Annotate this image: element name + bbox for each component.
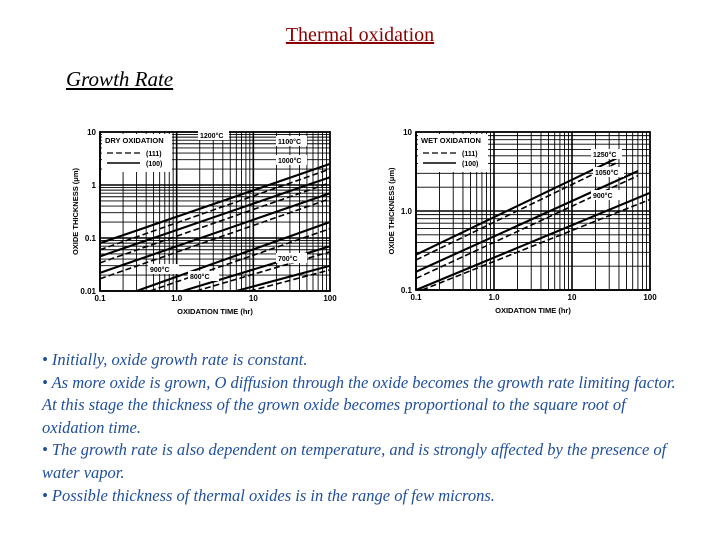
legend-entry: (111) xyxy=(462,151,478,158)
y-tick-label: 10 xyxy=(403,128,412,137)
temperature-label: 900°C xyxy=(150,267,170,274)
legend-entry: (100) xyxy=(462,161,479,168)
slide-title: Thermal oxidation xyxy=(285,24,435,46)
series-line xyxy=(416,171,638,272)
series-line xyxy=(422,199,650,290)
y-tick-label: 0.1 xyxy=(84,234,96,243)
series-line xyxy=(416,193,650,290)
legend-title: DRY OXIDATION xyxy=(105,136,164,145)
y-tick-label: 10 xyxy=(87,128,96,137)
temperature-label: 800°C xyxy=(190,274,210,281)
x-tick-label: 1.0 xyxy=(171,294,183,303)
bullet-list xyxy=(42,349,692,507)
x-tick-label: 10 xyxy=(567,293,577,302)
temperature-label: 900°C xyxy=(593,193,613,200)
y-axis-title: OXIDE THICKNESS (μm) xyxy=(71,167,80,256)
x-tick-label: 100 xyxy=(323,294,337,303)
x-tick-label: 0.1 xyxy=(94,294,106,303)
legend-entry: (111) xyxy=(146,151,162,158)
x-tick-label: 100 xyxy=(643,293,657,302)
temperature-label: 1050°C xyxy=(595,170,619,177)
temperature-label: 1100°C xyxy=(278,139,302,146)
y-tick-label: 0.01 xyxy=(80,287,96,296)
series-line xyxy=(100,177,330,256)
x-axis-title: OXIDATION TIME (hr) xyxy=(495,306,571,315)
bullet-item: • As more oxide is grown, O diffusion through the oxide becomes the growth rate limiting factor. At this stage the thickness of the grown oxide becomes proportional to the square root of oxidation time. xyxy=(42,372,676,437)
y-tick-label: 0.1 xyxy=(400,286,412,295)
bullet-item: • Initially, oxide growth rate is constant. xyxy=(42,350,308,369)
bullet-item: • Possible thickness of thermal oxides is in the range of few microns. xyxy=(42,485,495,505)
legend-title: WET OXIDATION xyxy=(421,136,481,145)
x-tick-label: 10 xyxy=(248,294,258,303)
series-line xyxy=(183,246,330,291)
legend-entry: (100) xyxy=(146,161,163,168)
y-axis-title: OXIDE THICKNESS (μm) xyxy=(387,167,396,255)
series-line xyxy=(100,164,330,243)
x-axis-title: OXIDATION TIME (hr) xyxy=(177,307,253,316)
x-tick-label: 0.1 xyxy=(410,293,422,302)
wet-oxidation-chart xyxy=(378,120,668,325)
dry-oxidation-chart xyxy=(52,110,352,330)
series-line xyxy=(100,183,330,263)
temperature-label: 1000°C xyxy=(278,158,302,165)
y-tick-label: 1.0 xyxy=(400,207,412,216)
temperature-label: 700°C xyxy=(278,256,298,263)
y-tick-label: 1 xyxy=(91,181,96,190)
temperature-label: 1200°C xyxy=(200,133,224,140)
temperature-label: 1250°C xyxy=(593,152,617,159)
x-tick-label: 1.0 xyxy=(488,293,500,302)
slide-subtitle: Growth Rate xyxy=(66,67,174,91)
bullet-item: • The growth rate is also dependent on temperature, and is strongly affected by the presence of water vapor. xyxy=(42,440,667,482)
